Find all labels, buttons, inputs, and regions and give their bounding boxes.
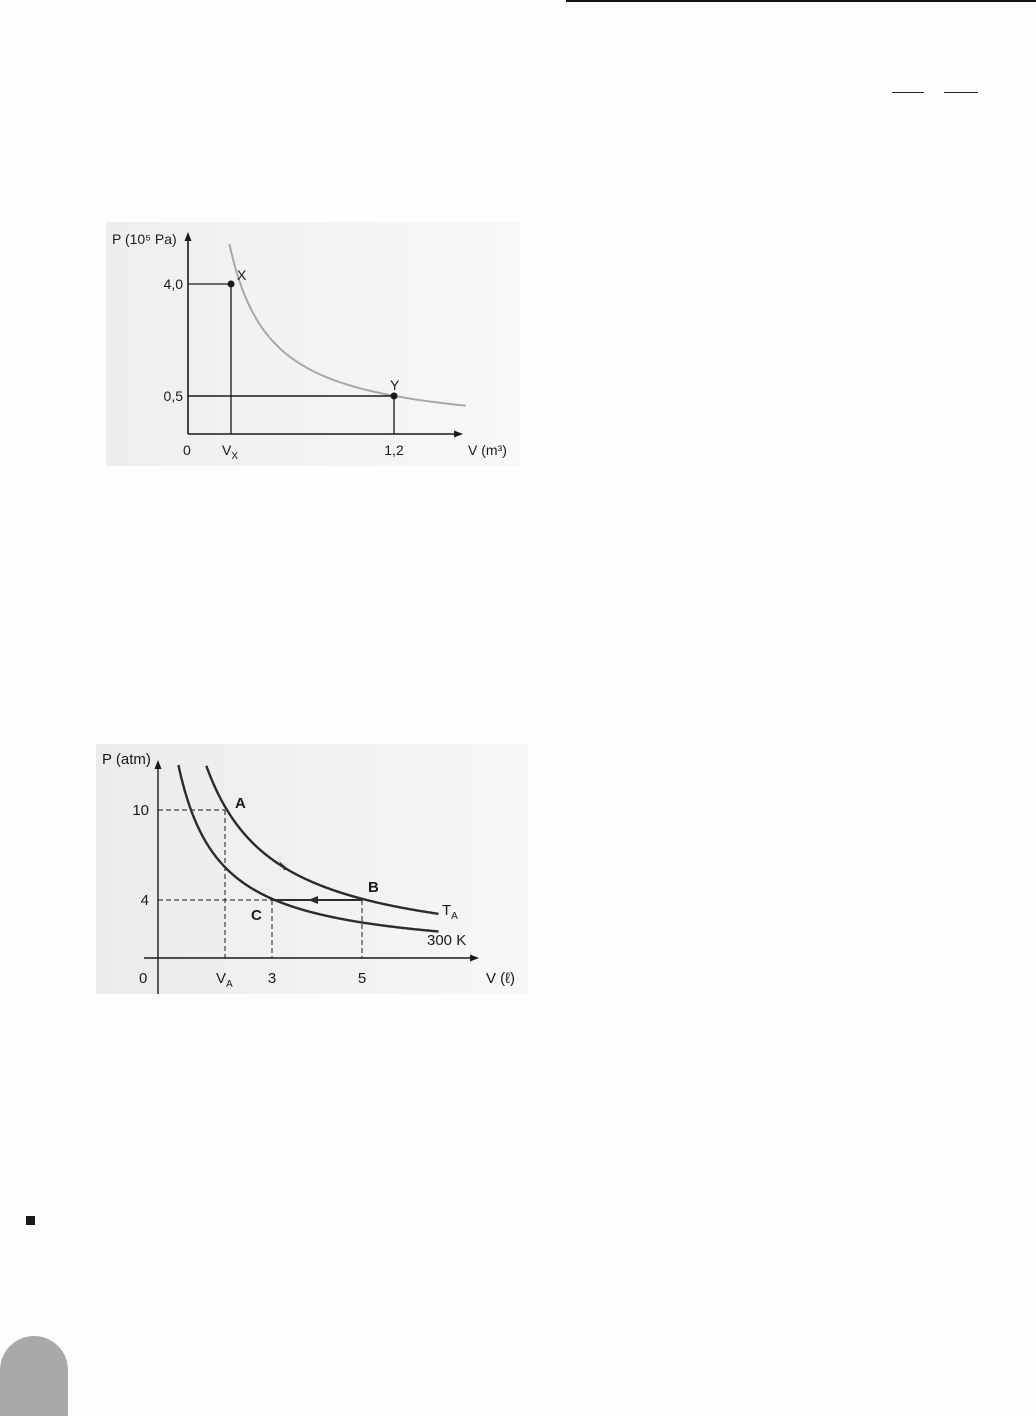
y-tick-label: 10 xyxy=(132,802,149,819)
y-tick-label: 4 xyxy=(140,892,149,909)
x-tick-label: 1,2 xyxy=(384,442,404,458)
fraction-bar xyxy=(892,92,924,93)
fraction-bar xyxy=(944,92,978,93)
origin-label: 0 xyxy=(183,442,191,458)
point-x-label: X xyxy=(237,267,247,283)
x-axis-label: V (ℓ) xyxy=(486,970,516,987)
page-number-tab xyxy=(0,1336,68,1416)
top-rule xyxy=(566,0,1036,2)
chart1-svg xyxy=(106,222,520,466)
x-tick-label: $V_A$ xyxy=(216,970,233,990)
chart2-svg xyxy=(96,744,528,994)
point-y-marker xyxy=(391,393,398,400)
y-axis-label: P (atm) xyxy=(102,751,151,768)
point-a-label: A xyxy=(235,795,246,812)
origin-label: 0 xyxy=(139,970,148,987)
chart-pv-process-abc xyxy=(96,744,528,994)
y-tick-label: 0,5 xyxy=(163,388,183,404)
series-ta-label: $T_A$ xyxy=(442,902,458,922)
x-axis-label: V (m³) xyxy=(468,442,507,458)
point-y-label: Y xyxy=(390,377,400,393)
point-x-marker xyxy=(228,281,235,288)
y-tick-label: 4,0 xyxy=(163,276,183,292)
y-axis-label: P (10⁵ Pa) xyxy=(112,231,177,247)
x-tick-label: $V_X$ xyxy=(222,442,239,462)
bullet-square xyxy=(26,1216,35,1225)
point-c-label: C xyxy=(251,907,262,924)
chart1-background xyxy=(106,222,520,466)
series-300k-label: 300 K xyxy=(427,932,467,949)
x-tick-label: 5 xyxy=(357,970,367,987)
chart2-background xyxy=(96,744,528,994)
point-b-label: B xyxy=(368,879,379,896)
x-tick-label: 3 xyxy=(267,970,277,987)
chart-pv-isotherm-xy xyxy=(106,222,520,466)
